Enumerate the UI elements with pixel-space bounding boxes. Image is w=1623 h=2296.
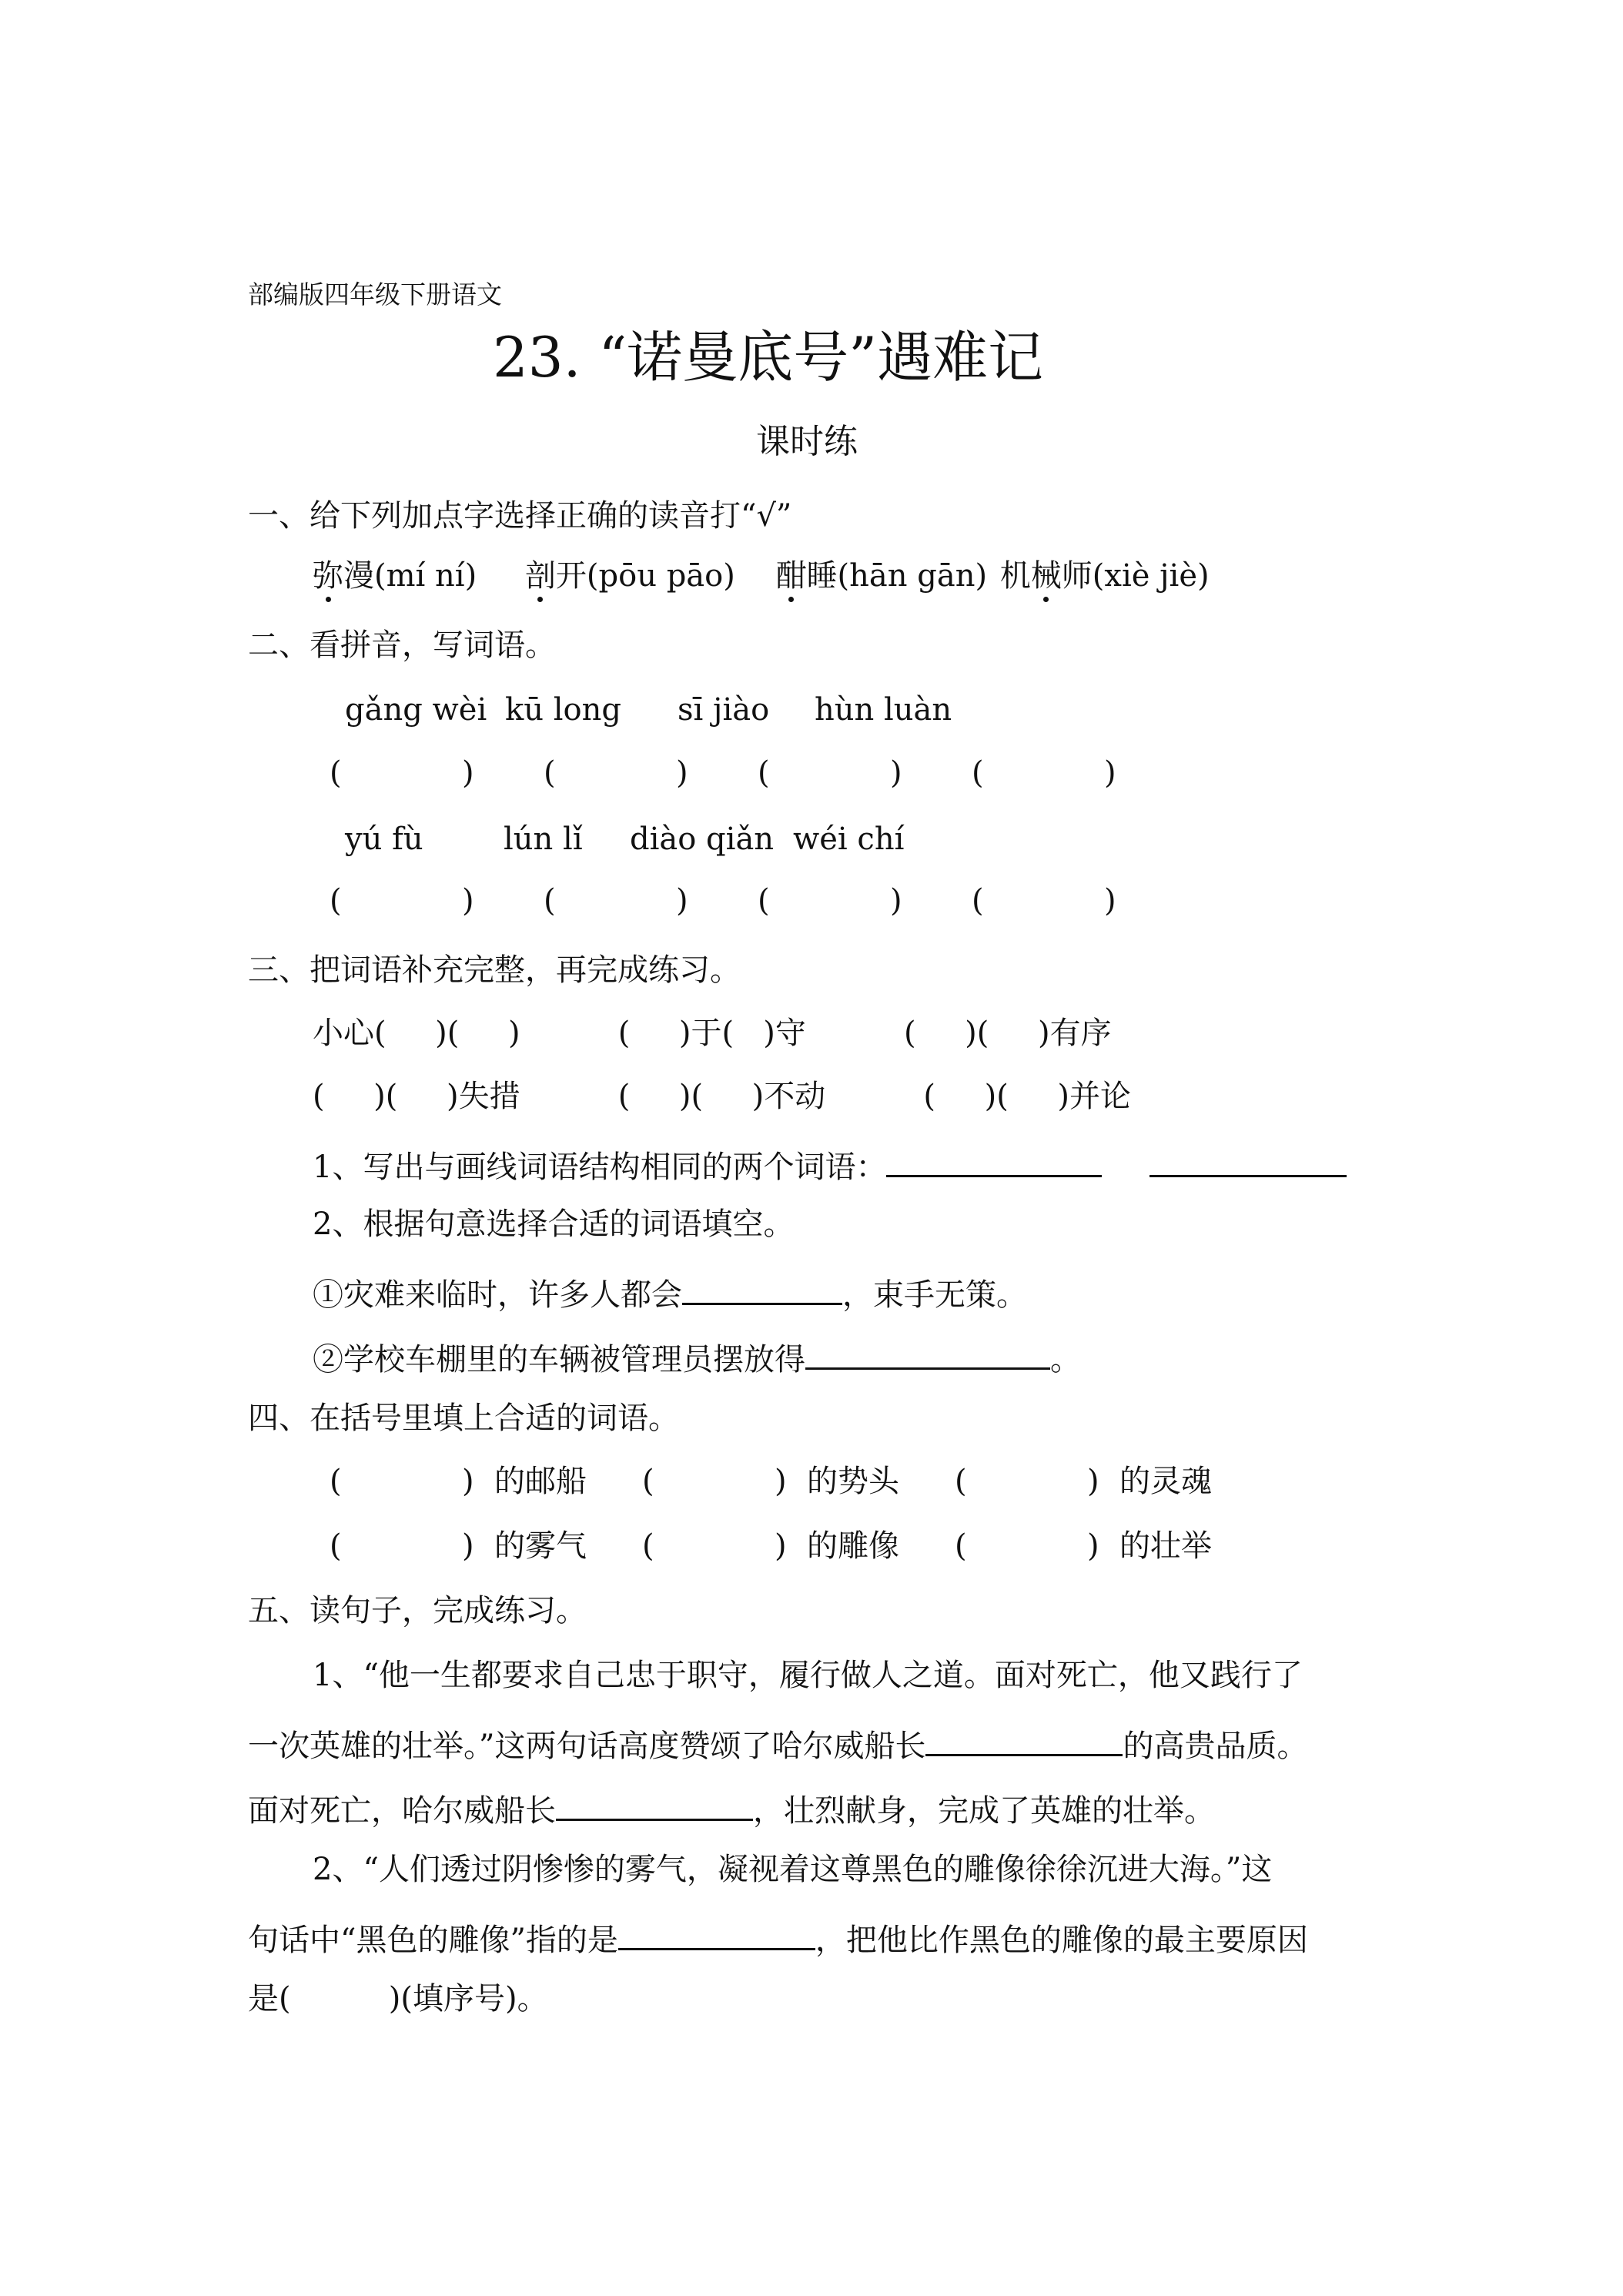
answer-paren-close: ) bbox=[890, 755, 902, 791]
answer-paren-close: ) bbox=[676, 755, 688, 791]
answer-paren-open: ( bbox=[758, 883, 770, 919]
reading-q2-line3: 是( )(填序号)。 bbox=[248, 1981, 548, 2017]
answer-paren-open: ( bbox=[955, 1528, 967, 1564]
reading-q1-line3: 面对死亡，哈尔威船长 ，壮烈献身，完成了英雄的壮举。 bbox=[248, 1789, 1215, 1826]
section-4-heading: 四、在括号里填上合适的词语。 bbox=[248, 1401, 679, 1436]
answer-paren-close: ) bbox=[1104, 755, 1116, 791]
phrase-suffix: 的势头 bbox=[807, 1464, 899, 1499]
answer-paren-open: ( bbox=[955, 1464, 967, 1499]
pinyin-word: diào qiǎn bbox=[630, 822, 775, 857]
question-3-2b: ②学校车棚里的车辆被管理员摆放得 。 bbox=[313, 1338, 1081, 1375]
question-3-1: 1、写出与画线词语结构相同的两个词语： bbox=[313, 1146, 1347, 1183]
idiom-row: 小心( )( ) ( )于( )守 ( )( )有序 bbox=[313, 1016, 1112, 1051]
answer-paren-open: ( bbox=[544, 883, 556, 919]
answer-paren-open: ( bbox=[642, 1528, 654, 1564]
answer-paren-open: ( bbox=[972, 755, 984, 791]
section-2-heading: 二、看拼音，写词语。 bbox=[248, 628, 556, 663]
answer-blank bbox=[618, 1919, 815, 1950]
answer-paren-open: ( bbox=[544, 755, 556, 791]
pinyin-word: gǎng wèi bbox=[345, 692, 487, 728]
question-3-2: 2、根据句意选择合适的词语填空。 bbox=[313, 1207, 795, 1242]
reading-q2-line1: 2、“人们透过阴惨惨的雾气，凝视着这尊黑色的雕像徐徐沉进大海。”这 bbox=[313, 1852, 1273, 1887]
answer-paren-close: ) bbox=[1104, 883, 1116, 919]
pinyin-word: hùn luàn bbox=[815, 692, 952, 728]
textbook-subtitle: 部编版四年级下册语文 bbox=[248, 279, 502, 310]
reading-q1-line1: 1、“他一生都要求自己忠于职守，履行做人之道。面对死亡，他又践行了 bbox=[313, 1658, 1303, 1693]
answer-blank bbox=[682, 1274, 842, 1305]
phrase-suffix: 的灵魂 bbox=[1119, 1464, 1212, 1499]
section-5-heading: 五、读句子，完成练习。 bbox=[248, 1593, 587, 1628]
idiom-row: ( )( )失措 ( )( )不动 ( )( )并论 bbox=[313, 1079, 1132, 1114]
answer-blank bbox=[556, 1789, 753, 1821]
pinyin-word: wéi chí bbox=[793, 822, 905, 857]
pronunciation-item: 机械师(xiè jiè) bbox=[999, 558, 1210, 594]
answer-paren-close: ) bbox=[676, 883, 688, 919]
answer-paren-close: ) bbox=[462, 755, 474, 791]
question-3-2a: ①灾难来临时，许多人都会 ，束手无策。 bbox=[313, 1274, 1027, 1310]
answer-paren-close: ) bbox=[462, 1528, 474, 1564]
dotted-char: 剖 bbox=[524, 558, 556, 594]
reading-q2-line2: 句话中“黑色的雕像”指的是 ，把他比作黑色的雕像的最主要原因 bbox=[248, 1919, 1308, 1956]
page-title: 23. “诺曼底号”遇难记 bbox=[493, 325, 1044, 390]
pronunciation-item: 弥漫(mí ní) bbox=[313, 558, 477, 594]
answer-paren-open: ( bbox=[972, 883, 984, 919]
pinyin-word: sī jiào bbox=[678, 692, 770, 728]
lesson-type: 课时练 bbox=[756, 422, 858, 461]
section-3-heading: 三、把词语补充完整，再完成练习。 bbox=[248, 952, 741, 988]
answer-paren-close: ) bbox=[462, 883, 474, 919]
pinyin-word: kū long bbox=[505, 692, 621, 728]
answer-blank bbox=[1149, 1146, 1347, 1177]
section-1-heading: 一、给下列加点字选择正确的读音打“√” bbox=[248, 498, 792, 534]
section-1-items bbox=[313, 558, 1210, 594]
dotted-char: 酣 bbox=[775, 558, 807, 594]
answer-paren-open: ( bbox=[330, 1528, 342, 1564]
answer-paren-open: ( bbox=[330, 1464, 342, 1499]
pinyin-word: yú fù bbox=[345, 822, 423, 857]
answer-paren-open: ( bbox=[330, 883, 342, 919]
answer-paren-close: ) bbox=[1087, 1528, 1099, 1564]
answer-paren-open: ( bbox=[330, 755, 342, 791]
dotted-char: 械 bbox=[1030, 558, 1062, 594]
answer-blank bbox=[925, 1725, 1123, 1756]
answer-paren-close: ) bbox=[775, 1464, 787, 1499]
answer-paren-close: ) bbox=[1087, 1464, 1099, 1499]
answer-paren-close: ) bbox=[775, 1528, 787, 1564]
answer-paren-open: ( bbox=[642, 1464, 654, 1499]
answer-paren-open: ( bbox=[758, 755, 770, 791]
answer-paren-close: ) bbox=[890, 883, 902, 919]
answer-blank bbox=[886, 1146, 1102, 1177]
dotted-char: 弥 bbox=[313, 558, 343, 594]
answer-paren-close: ) bbox=[462, 1464, 474, 1499]
answer-blank bbox=[805, 1338, 1050, 1370]
phrase-suffix: 的雕像 bbox=[807, 1528, 899, 1564]
pronunciation-item: 剖开(pōu pāo) bbox=[524, 558, 735, 594]
pinyin-word: lún lǐ bbox=[504, 822, 583, 857]
phrase-suffix: 的邮船 bbox=[494, 1464, 587, 1499]
reading-q1-line2: 一次英雄的壮举。”这两句话高度赞颂了哈尔威船长 的高贵品质。 bbox=[248, 1725, 1307, 1762]
pronunciation-item: 酣睡(hān gān) bbox=[775, 558, 988, 594]
phrase-suffix: 的雾气 bbox=[494, 1528, 587, 1564]
phrase-suffix: 的壮举 bbox=[1119, 1528, 1212, 1564]
